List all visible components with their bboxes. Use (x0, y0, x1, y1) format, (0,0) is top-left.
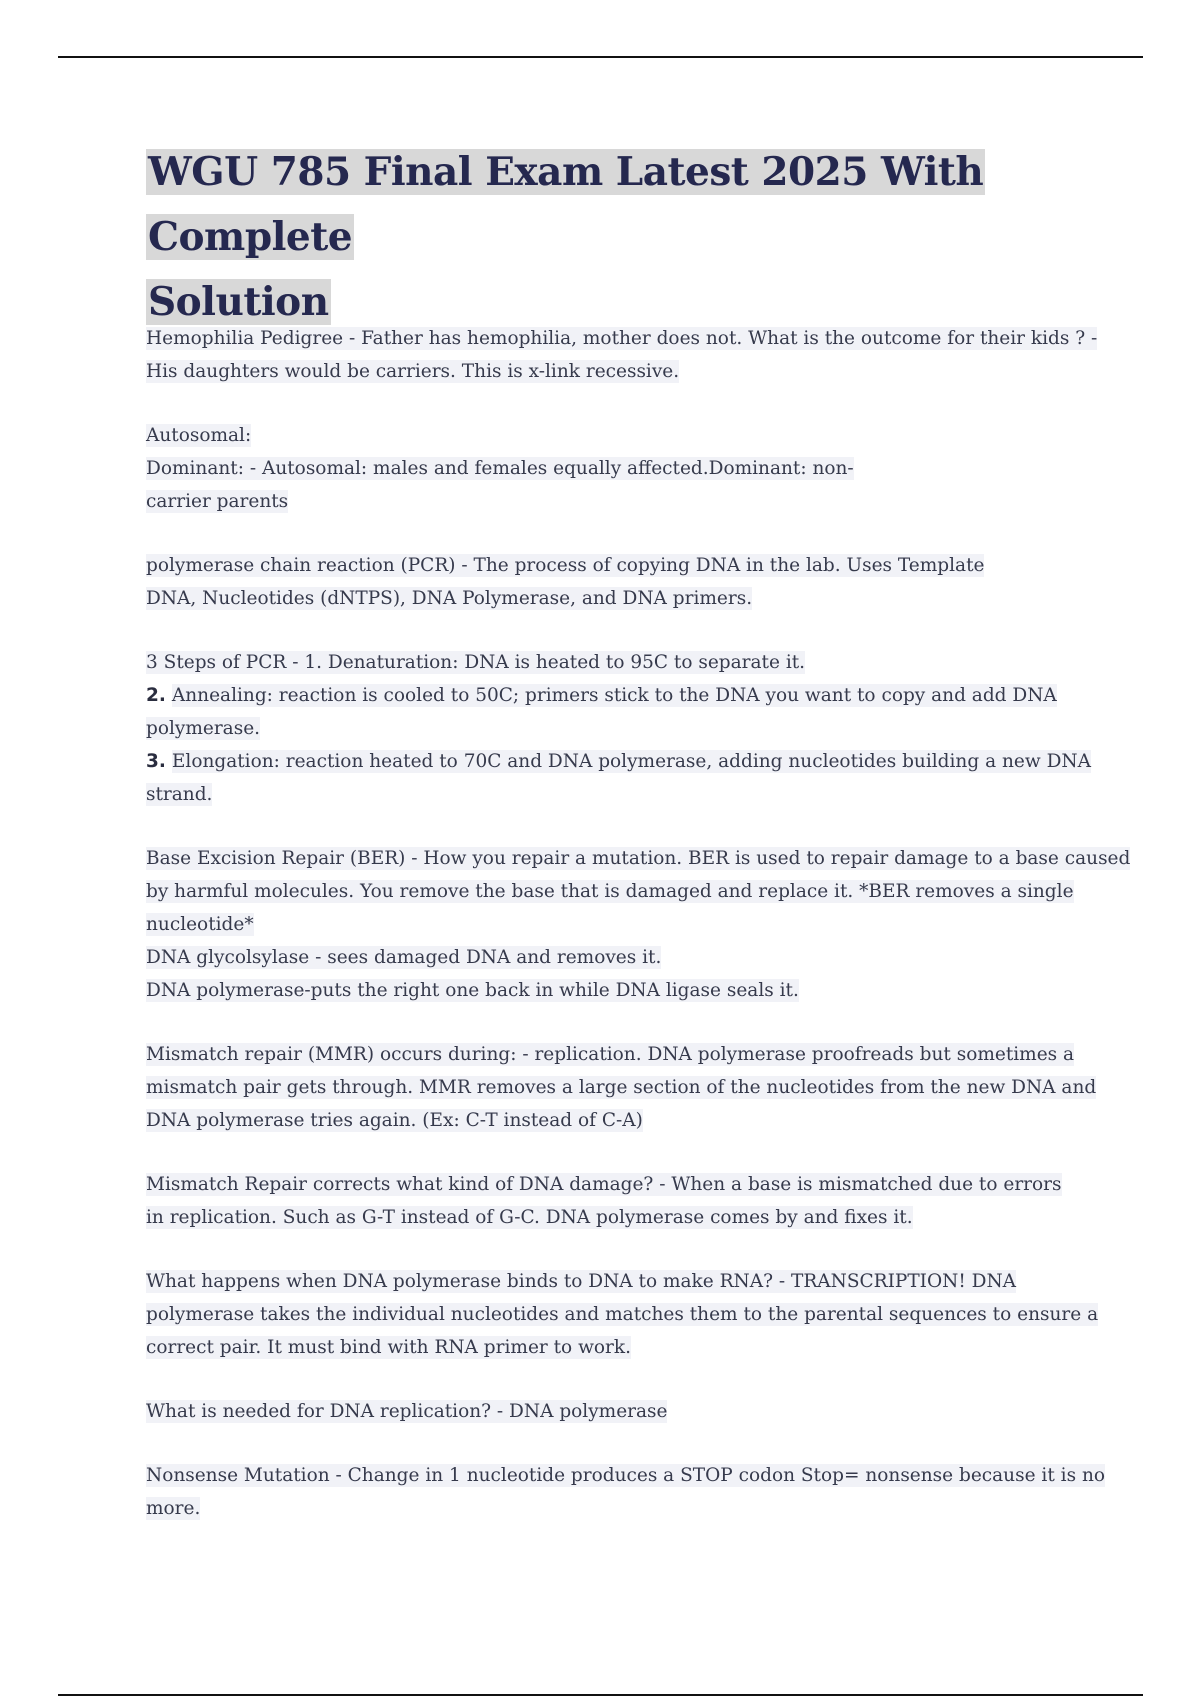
text-line: carrier parents (146, 491, 289, 512)
text-line: polymerase chain reaction (PCR) - The process of copying DNA in the lab. Uses Template (146, 555, 985, 576)
page-title (146, 140, 1076, 335)
text-line: Elongation: reaction heated to 70C and DNA polymerase, adding nucleotides building a new DNA (171, 751, 1091, 772)
entry-pcr (146, 549, 1096, 615)
text-line: in replication. Such as G-T instead of G-C. DNA polymerase comes by and fixes it. (146, 1207, 913, 1228)
text-line: Hemophilia Pedigree - Father has hemophilia, mother does not. What is the outcome for their kids ? - (146, 328, 1098, 349)
entry-hemophilia (146, 322, 1096, 388)
text-line: polymerase. (146, 718, 261, 739)
text-line: What is needed for DNA replication? - DNA polymerase (146, 1401, 668, 1422)
entry-mismatch-damage (146, 1168, 1096, 1234)
text-line: correct pair. It must bind with RNA primer to work. (146, 1337, 631, 1358)
text-line: His daughters would be carriers. This is x-link recessive. (146, 361, 680, 382)
text-line: Autosomal: (146, 425, 252, 446)
entry-autosomal (146, 419, 1096, 518)
text-line: DNA polymerase tries again. (Ex: C-T instead of C-A) (146, 1110, 643, 1131)
entry-transcription (146, 1265, 1099, 1364)
top-rule (58, 56, 1143, 58)
entry-pcr-steps (146, 646, 1096, 811)
text-line: DNA glycolsylase - sees damaged DNA and removes it. (146, 947, 662, 968)
title-line-1: WGU 785 Final Exam Latest 2025 With Complete (148, 149, 984, 260)
text-line: DNA polymerase-puts the right one back in while DNA ligase seals it. (146, 980, 799, 1001)
text-line: by harmful molecules. You remove the base that is damaged and replace it. *BER removes a single (146, 881, 1074, 902)
document-body (146, 322, 1131, 1556)
text-line: 3 Steps of PCR - 1. Denaturation: DNA is heated to 95C to separate it. (146, 652, 806, 673)
entry-replication (146, 1395, 1096, 1428)
text-line: Mismatch repair (MMR) occurs during: - replication. DNA polymerase proofreads but sometimes a (146, 1044, 1075, 1065)
text-line: strand. (146, 784, 213, 805)
text-line: DNA, Nucleotides (dNTPS), DNA Polymerase, and DNA primers. (146, 588, 753, 609)
step-number: 3. (146, 751, 166, 772)
entry-mmr (146, 1038, 1096, 1137)
text-line: Base Excision Repair (BER) - How you repair a mutation. BER is used to repair damage to a base caused (146, 848, 1131, 869)
bottom-rule (58, 1694, 1143, 1696)
title-line-2: Solution (148, 279, 329, 325)
text-line: nucleotide* (146, 914, 254, 935)
text-line: Dominant: - Autosomal: males and females equally affected.Dominant: non- (146, 458, 854, 479)
text-line: Mismatch Repair corrects what kind of DNA damage? - When a base is mismatched due to errors (146, 1174, 1062, 1195)
text-line: Annealing: reaction is cooled to 50C; primers stick to the DNA you want to copy and add DNA (171, 685, 1057, 706)
step-number: 2. (146, 685, 166, 706)
entry-nonsense-mutation (146, 1459, 1105, 1525)
text-line: polymerase takes the individual nucleotides and matches them to the parental sequences to ensure a (146, 1304, 1099, 1325)
text-line: more. (146, 1498, 201, 1519)
entry-ber (146, 842, 1131, 1007)
text-line: What happens when DNA polymerase binds to DNA to make RNA? - TRANSCRIPTION! DNA (146, 1271, 1017, 1292)
text-line: Nonsense Mutation - Change in 1 nucleotide produces a STOP codon Stop= nonsense because it is no (146, 1465, 1105, 1486)
text-line: mismatch pair gets through. MMR removes a large section of the nucleotides from the new DNA and (146, 1077, 1097, 1098)
